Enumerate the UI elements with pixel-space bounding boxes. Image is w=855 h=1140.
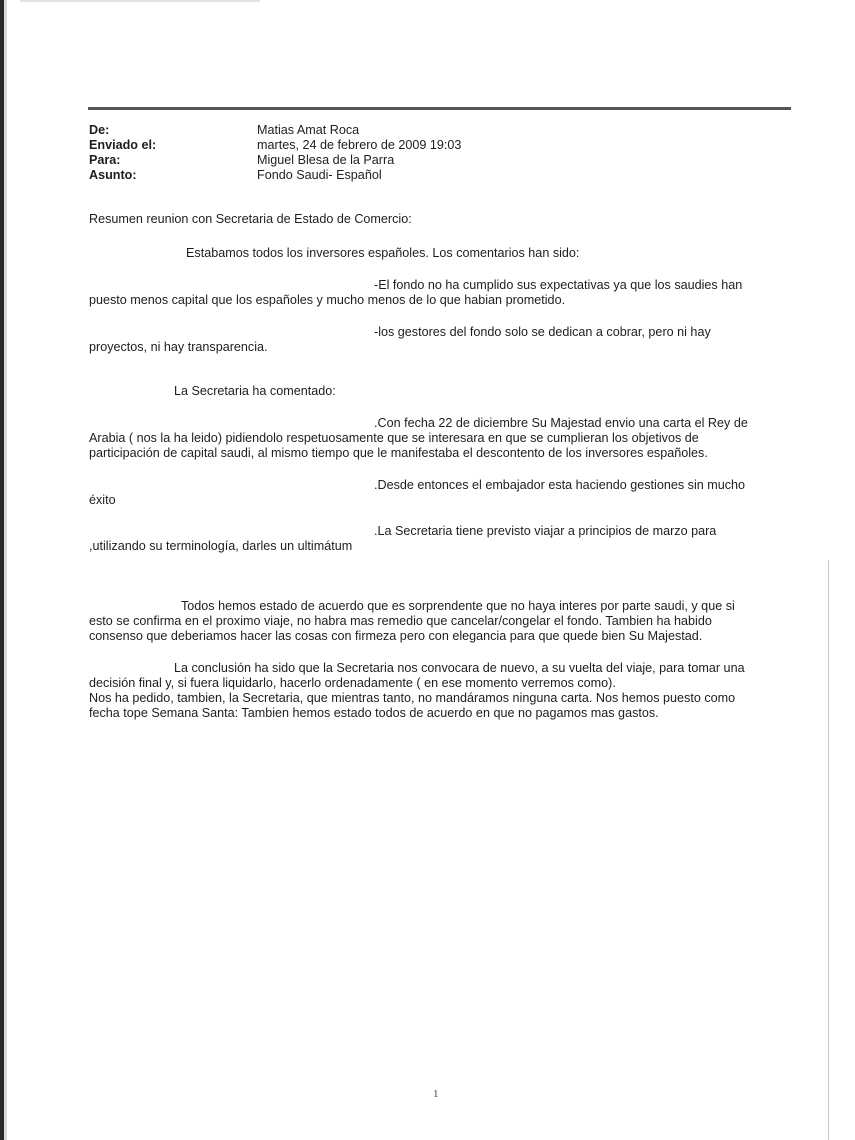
scan-top-smudge <box>20 0 260 2</box>
conclusion-line2: decisión final y, si fuera liquidarlo, hacerlo ordenadamente ( en ese momento verremos como). <box>89 676 616 690</box>
point3-line2: ,utilizando su terminología, darles un ultimátum <box>89 539 353 553</box>
to-row <box>89 153 461 168</box>
comment1-line1: -El fondo no ha cumplido sus expectativas ya que los saudies han <box>374 278 743 292</box>
point3-line1: .La Secretaria tiene previsto viajar a principios de marzo para <box>374 524 717 538</box>
comment2-line1: -los gestores del fondo solo se dedican a cobrar, pero ni hay <box>374 325 711 339</box>
agreement-line2: esto se confirma en el proximo viaje, no habra mas remedio que cancelar/congelar el fondo. Tambien ha habido <box>89 614 712 628</box>
point2-line2: éxito <box>89 493 116 507</box>
conclusion-line4: fecha tope Semana Santa: Tambien hemos estado todos de acuerdo en que no pagamos mas gastos. <box>89 706 659 720</box>
sent-value: martes, 24 de febrero de 2009 19:03 <box>257 138 462 152</box>
conclusion-line3: Nos ha pedido, tambien, la Secretaria, que mientras tanto, no mandáramos ninguna carta. Nos hemos puesto como <box>89 691 736 705</box>
to-label: Para: <box>89 153 121 167</box>
from-label: De: <box>89 123 110 137</box>
subject-value: Fondo Saudi- Español <box>257 168 382 182</box>
page-number: 1 <box>433 1088 439 1100</box>
point1-line3: participación de capital saudi, al mismo tiempo que le manifestaba el descontento de los inversores españoles. <box>89 446 708 460</box>
point2-line1: .Desde entonces el embajador esta haciendo gestiones sin mucho <box>374 478 746 492</box>
sent-row <box>89 138 461 153</box>
scan-right-line <box>828 560 829 1140</box>
scan-left-shadow <box>4 0 7 1140</box>
from-row <box>89 123 461 138</box>
comment1-line2: puesto menos capital que los españoles y mucho menos de lo que habian prometido. <box>89 293 566 307</box>
agreement-line3: consenso que deberiamos hacer las cosas con firmeza pero con elegancia para que quede bien Su Majestad. <box>89 629 703 643</box>
agreement-line1: Todos hemos estado de acuerdo que es sorprendente que no haya interes por parte saudi, y que si <box>181 599 735 613</box>
email-header <box>89 123 461 183</box>
subject-row <box>89 168 461 183</box>
header-rule <box>88 107 791 110</box>
comment2-line2: proyectos, ni hay transparencia. <box>89 340 268 354</box>
point1-line1: .Con fecha 22 de diciembre Su Majestad envio una carta el Rey de <box>374 416 748 430</box>
from-value: Matias Amat Roca <box>257 123 360 137</box>
conclusion-line1: La conclusión ha sido que la Secretaria nos convocara de nuevo, a su vuelta del viaje, para tomar una <box>174 661 745 675</box>
intro-line: Resumen reunion con Secretaria de Estado de Comercio: <box>89 212 412 226</box>
subject-label: Asunto: <box>89 168 137 182</box>
point1-line2: Arabia ( nos la ha leido) pidiendolo respetuosamente que se interesara en que se cumplieran los objetivos de <box>89 431 699 445</box>
secretaria-heading: La Secretaria ha comentado: <box>174 384 336 398</box>
investors-line: Estabamos todos los inversores españoles. Los comentarios han sido: <box>186 246 580 260</box>
sent-label: Enviado el: <box>89 138 157 152</box>
to-value: Miguel Blesa de la Parra <box>257 153 395 167</box>
